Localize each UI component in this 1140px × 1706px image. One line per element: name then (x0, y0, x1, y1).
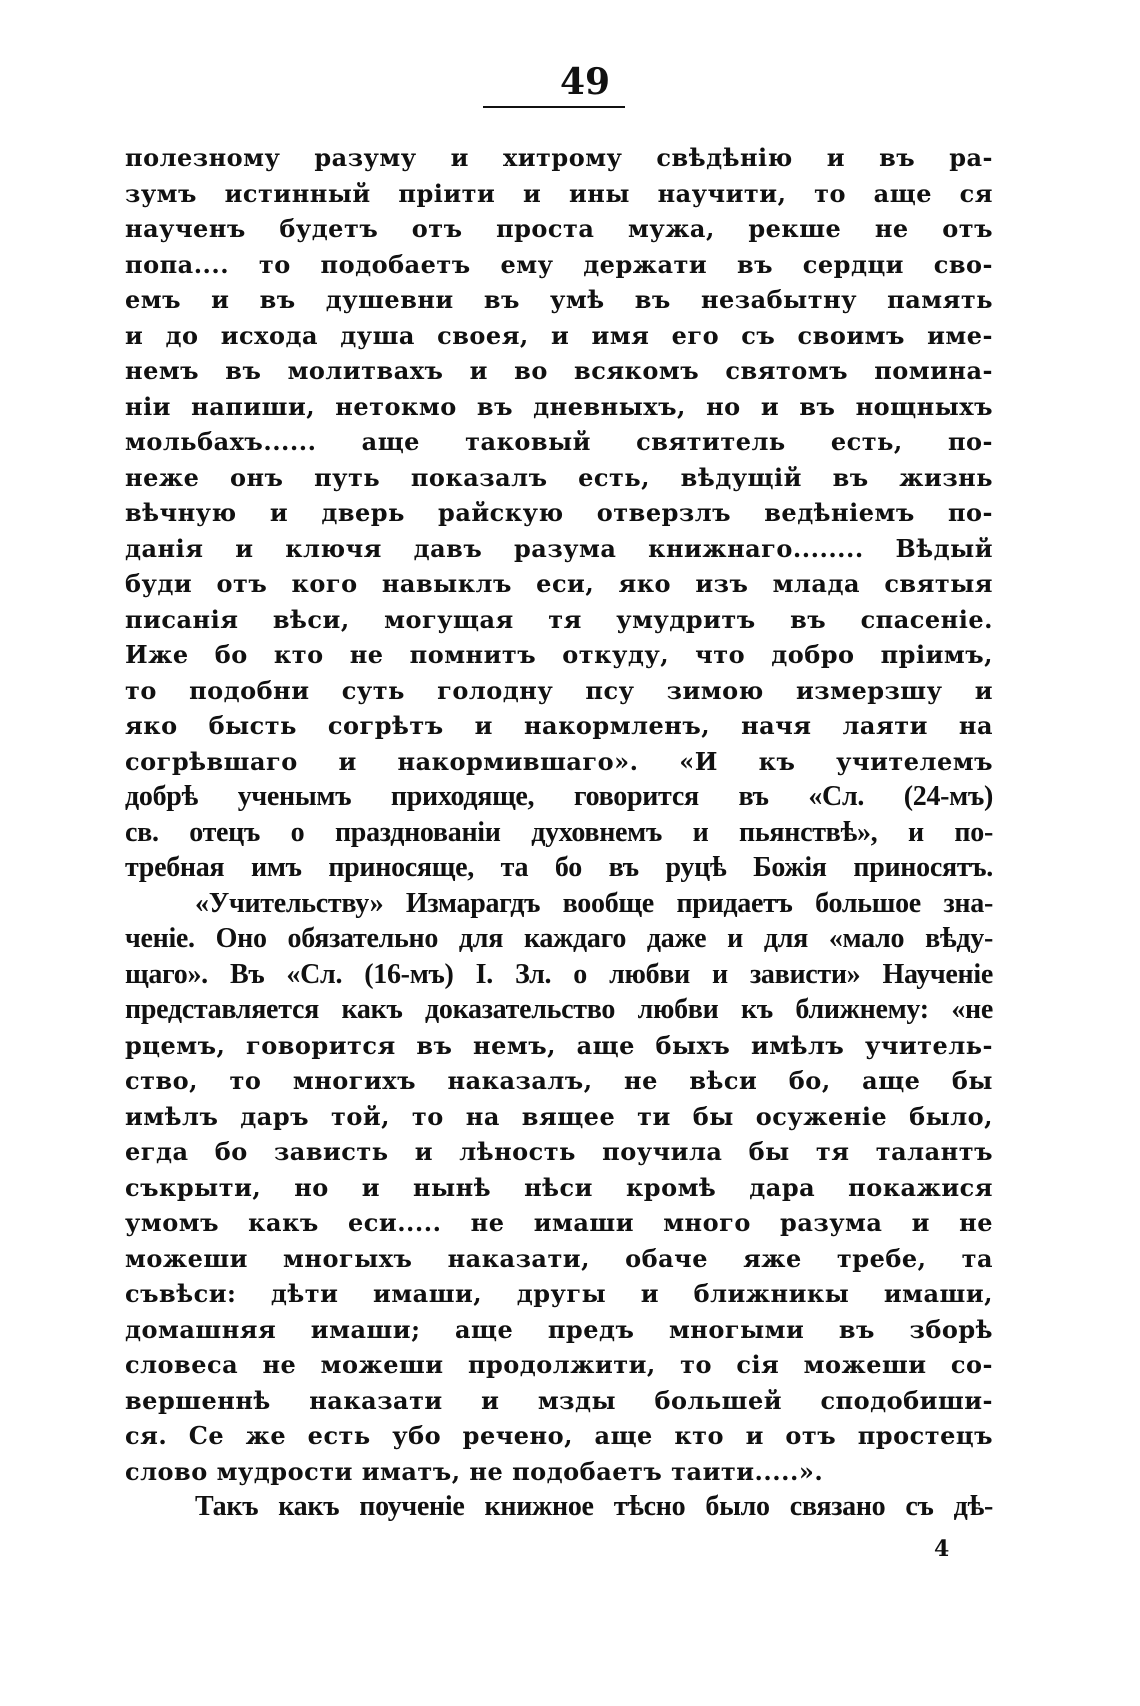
text-line: согрѣвшаго и накормившаго». «И къ учителемъ (125, 746, 993, 776)
body-text (125, 140, 993, 1525)
text-line: неже онъ путь показалъ есть, вѣдущій въ жизнь (125, 462, 993, 492)
text-line: егда бо зависть и лѣность поучила бы тя талантъ (125, 1137, 993, 1166)
page-number: 49 (559, 61, 611, 103)
text-line: емъ и въ душевни въ умѣ въ незабытну память (125, 285, 993, 314)
text-line: данія и ключя давъ разума книжнаго........ Вѣдый (125, 533, 993, 563)
text-line: яко бысть согрѣтъ и накормленъ, начя лаяти на (125, 711, 993, 740)
text-line: можеши многыхъ наказати, обаче яже требе, та (125, 1243, 993, 1273)
paragraph-start-line: Такъ какъ поученіе книжное тѣсно было связано съ дѣ- (195, 1491, 993, 1522)
text-line: наученъ будетъ отъ проста мужа, рекше не отъ (125, 214, 993, 243)
text-line: съвѣси: дѣти имаши, другы и ближникы имаши, (125, 1279, 993, 1308)
text-line: ченіе. Оно обязательно для каждаго даже и для «мало вѣду- (125, 923, 993, 954)
text-line: представляется какъ доказательство любви къ ближнему: «не (125, 994, 993, 1025)
text-line: требная имъ приносяще, та бо въ руцѣ Божія приносятъ. (125, 852, 993, 883)
text-line: щаго». Въ «Сл. (16-мъ) I. Зл. о любви и зависти» Наученіе (125, 958, 993, 990)
text-line: умомъ какъ еси..... не имаши много разума и не (125, 1208, 993, 1237)
text-line: Иже бо кто не помнитъ откуду, что добро пріимъ, (125, 640, 993, 669)
text-line: ство, то многихъ наказалъ, не вѣси бо, аще бы (125, 1066, 993, 1095)
text-line: и до исхода душа своея, и имя его съ своимъ име- (125, 320, 993, 350)
text-line: вершеннѣ наказати и мзды большей сподобиши- (125, 1385, 993, 1415)
text-line: попа.... то подобаетъ ему держати въ сердци сво- (125, 249, 993, 279)
text-line: буди отъ кого навыклъ еси, яко изъ млада святыя (125, 569, 993, 598)
text-line: ся. Се же есть убо речено, аще кто и отъ простецъ (125, 1421, 993, 1450)
text-line: вѣчную и дверь райскую отверзлъ ведѣніемъ по- (125, 498, 993, 527)
text-line: писанія вѣси, могущая тя умудритъ въ спасеніе. (125, 604, 993, 634)
text-line: ніи напиши, нетокмо въ дневныхъ, но и въ нощныхъ (125, 391, 993, 421)
text-line: имѣлъ даръ той, то на вящее ти бы осуженіе было, (125, 1101, 993, 1131)
text-line: съкрыти, но и нынѣ нѣси кромѣ дара покажися (125, 1172, 993, 1202)
text-line: немъ въ молитвахъ и во всякомъ святомъ помина- (125, 356, 993, 385)
text-line: мольбахъ...... аще таковый святитель есть, по- (125, 427, 993, 456)
text-line: домашняя имаши; аще предъ многыми въ зборѣ (125, 1314, 993, 1344)
text-line: словеса не можеши продолжити, то сія можеши со- (125, 1350, 993, 1379)
text-line: зумъ истинный пріити и ины научити, то аще ся (125, 178, 993, 208)
paragraph-start-line: «Учительству» Измарагдъ вообще придаетъ большое зна- (195, 887, 993, 919)
text-line: полезному разуму и хитрому свѣдѣнію и въ ра- (125, 143, 993, 172)
text-line: св. отецъ о празднованіи духовнемъ и пьянствѣ», и по- (125, 816, 993, 848)
text-line: добрѣ ученымъ приходяще, говорится въ «Сл. (24-мъ) (125, 781, 993, 812)
signature-mark: 4 (934, 1536, 950, 1562)
paragraph-end-line: слово мудрости иматъ, не подобаетъ таити.....». (125, 1456, 824, 1486)
text-line: то подобни суть голодну псу зимою измерзшу и (125, 675, 993, 705)
header-rule (483, 106, 625, 108)
text-line: рцемъ, говорится въ немъ, аще быхъ имѣлъ учитель- (125, 1030, 993, 1060)
